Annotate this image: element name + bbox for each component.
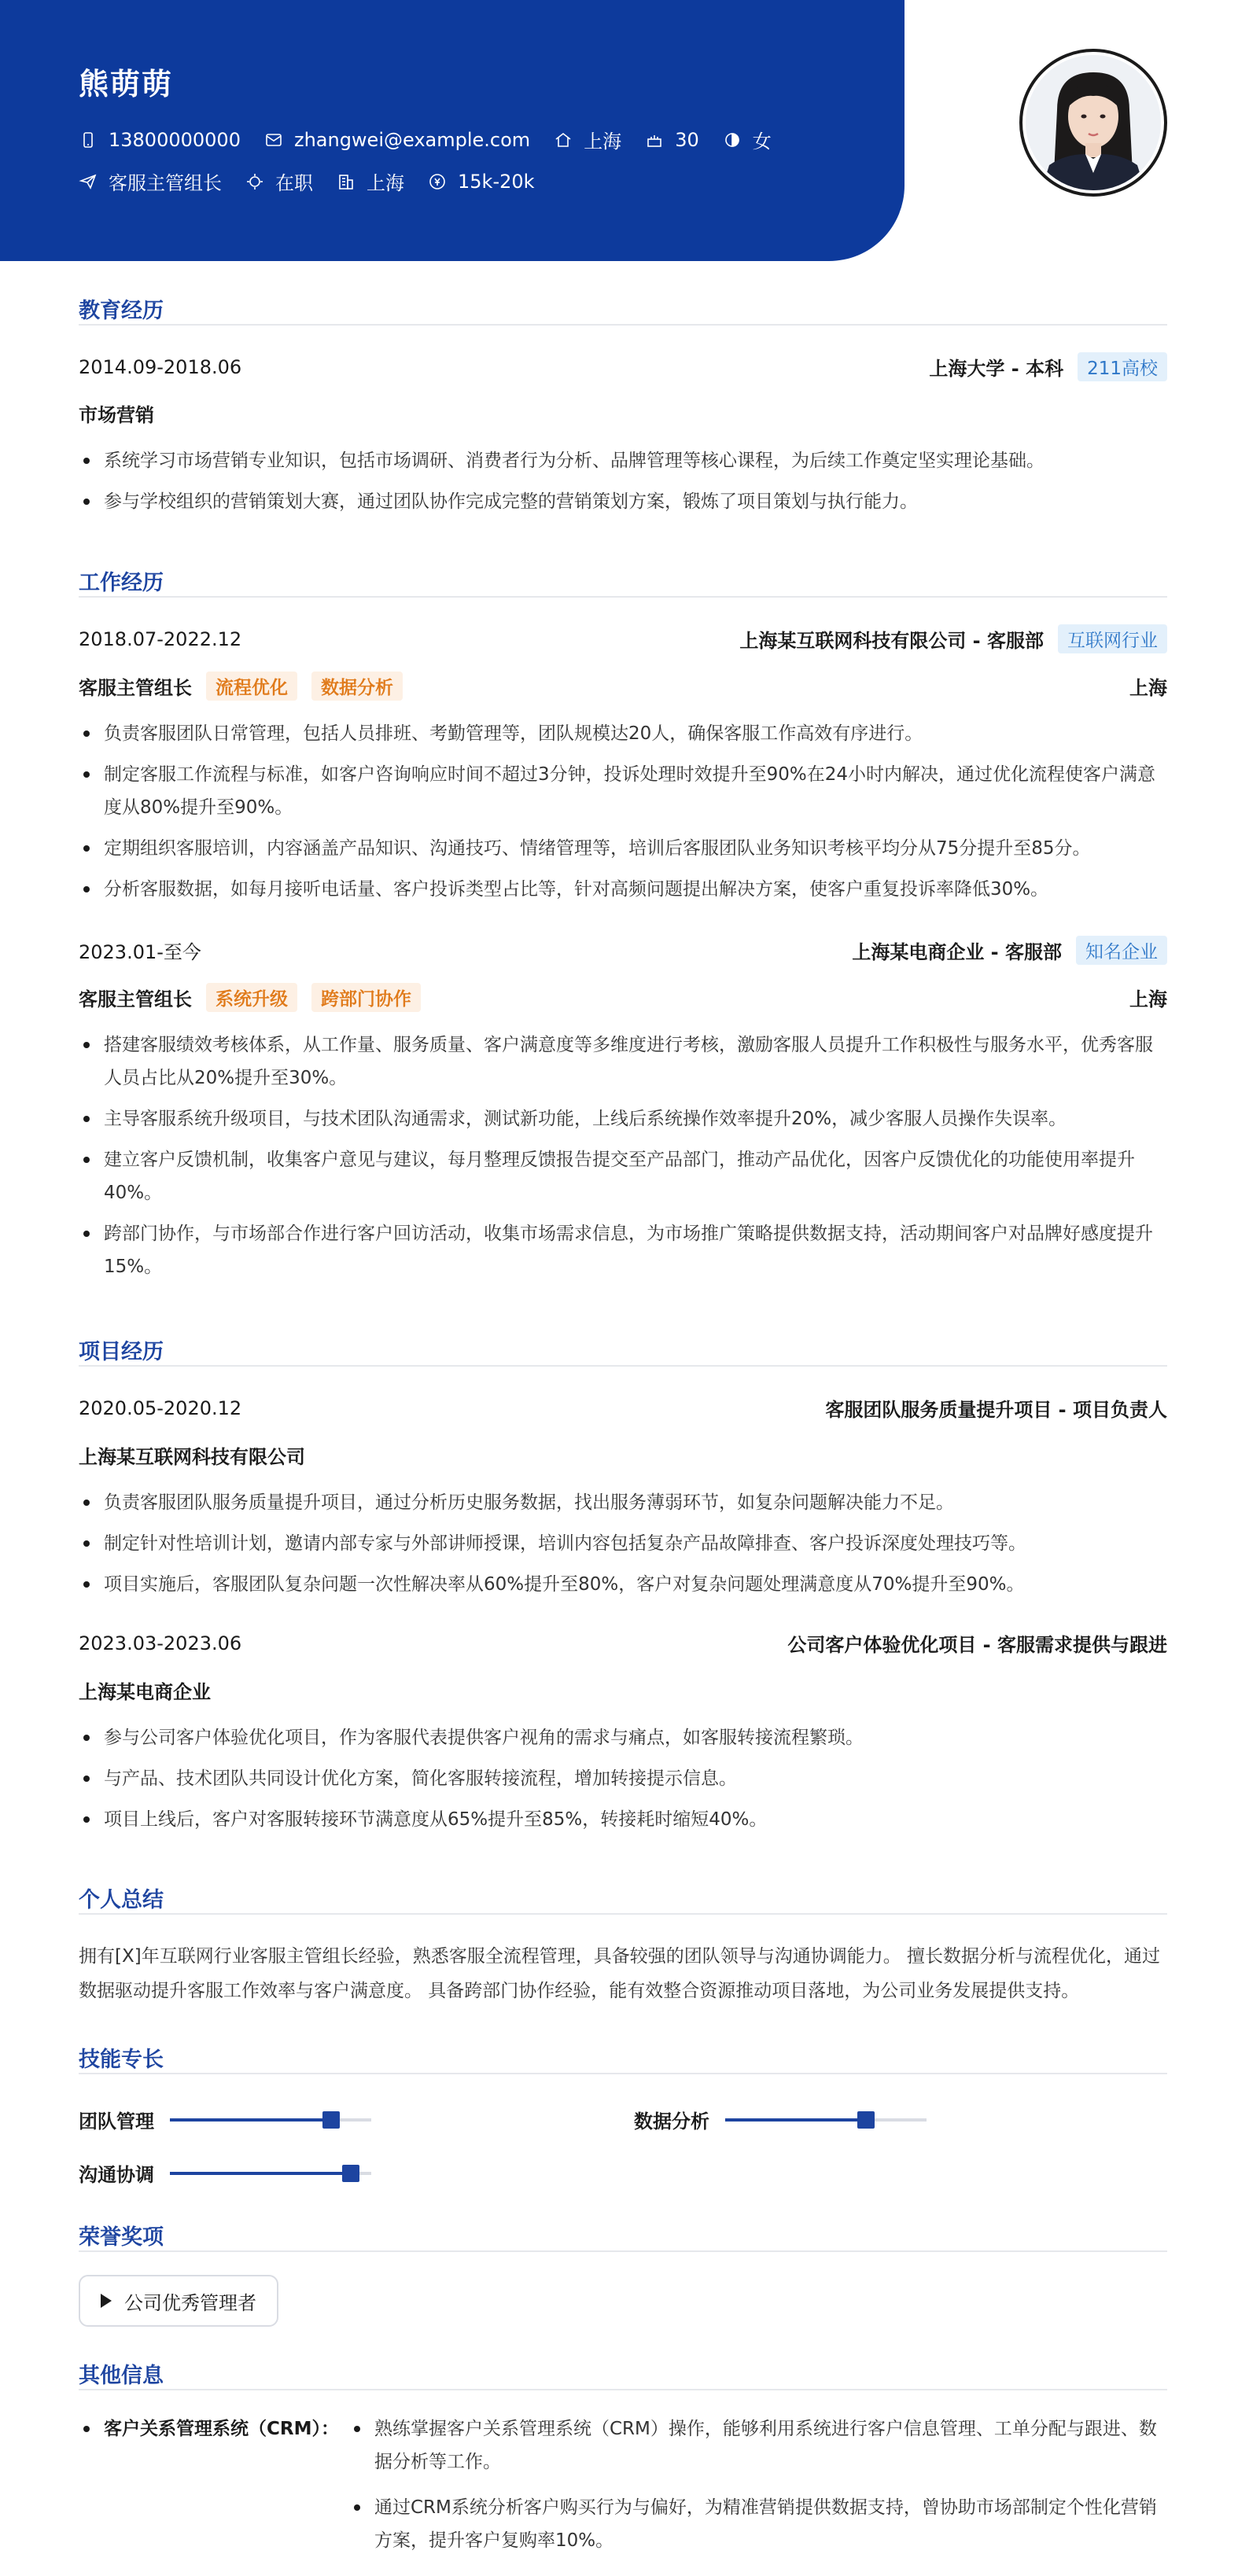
skill-item	[79, 2106, 371, 2133]
list-item: 项目实施后，客服团队复杂问题一次性解决率从60%提升至80%，客户对复杂问题处理满意度从70%提升至90%。	[79, 1568, 1167, 1601]
list-item: 参与学校组织的营销策划大赛，通过团队协作完成完整的营销策划方案，锻炼了项目策划与执行能力。	[79, 485, 1167, 518]
job1-role-row	[79, 672, 1167, 701]
position-item	[79, 167, 222, 195]
summary-title: 个人总结	[79, 1888, 164, 1912]
list-item: 建立客户反馈机制，收集客户意见与建议，每月整理反馈报告提交至产品部门，推动产品优化，因客户反馈优化的功能使用率提升40%。	[79, 1143, 1167, 1209]
education-major: 市场营销	[79, 404, 154, 426]
job1-location: 上海	[1129, 677, 1167, 699]
other-divider	[79, 2389, 1167, 2390]
email-item	[264, 129, 530, 151]
phone-text: 13800000000	[109, 128, 241, 151]
projects-divider	[79, 1365, 1167, 1367]
skill-bar-fill	[170, 2172, 351, 2175]
other-label: 客户关系管理系统（CRM）：	[79, 2412, 339, 2445]
list-item: 制定针对性培训计划，邀请内部专家与外部讲师授课，培训内容包括复杂产品故障排查、客户投诉深度处理技巧等。	[79, 1527, 1167, 1560]
job1-role: 客服主管组长	[79, 677, 192, 699]
send-icon	[79, 172, 98, 191]
job1-skill-tag: 流程优化	[206, 672, 297, 701]
job2-skill-tag: 跨部门协作	[311, 983, 421, 1012]
avatar	[1019, 49, 1167, 197]
avatar-photo	[1026, 55, 1161, 190]
job1-date: 2018.07-2022.12	[79, 627, 242, 650]
phone-item	[79, 129, 241, 151]
other-bullets	[351, 2412, 1167, 2570]
portrait-icon	[1026, 55, 1161, 190]
building-icon	[337, 172, 356, 191]
list-item: 搭建客服绩效考核体系，从工作量、服务质量、客户满意度等多维度进行考核，激励客服人员提升工作积极性与服务水平，优秀客服人员占比从20%提升至30%。	[79, 1029, 1167, 1095]
project2-date: 2023.03-2023.06	[79, 1632, 242, 1654]
skill-label: 团队管理	[79, 2110, 154, 2133]
job2-skill-tag: 系统升级	[206, 983, 297, 1012]
skill-bar	[170, 2118, 371, 2122]
project1-name: 客服团队服务质量提升项目 - 项目负责人	[825, 1399, 1167, 1421]
age-item	[645, 129, 699, 151]
education-title: 教育经历	[79, 299, 164, 323]
job2-role-row	[79, 983, 1167, 1012]
summary-text: 拥有[X]年互联网行业客服主管组长经验，熟悉客服全流程管理，具备较强的团队领导与沟通协调能力。 擅长数据分析与流程优化，通过数据驱动提升客服工作效率与客户满意度。 具备跨部门协作经验，能有效整合资源推动项目落地，为公司业务发展提供支持。	[79, 1946, 1161, 2001]
work-city-item	[337, 167, 404, 195]
gender-item	[723, 126, 772, 153]
work-city-text: 上海	[367, 172, 404, 194]
job2-tag: 知名企业	[1076, 936, 1167, 965]
education-header-row	[79, 352, 1167, 381]
project2-company-row	[79, 1676, 1167, 1704]
salary-item	[428, 171, 535, 193]
skill-bar-knob	[322, 2111, 340, 2129]
job1-company: 上海某互联网科技有限公司 - 客服部	[739, 630, 1044, 652]
list-item: 分析客服数据，如每月接听电话量、客户投诉类型占比等，针对高频问题提出解决方案，使客户重复投诉率降低30%。	[79, 873, 1167, 906]
city-text: 上海	[584, 131, 622, 153]
skill-label: 数据分析	[634, 2110, 709, 2133]
education-divider	[79, 324, 1167, 326]
project1-date: 2020.05-2020.12	[79, 1397, 242, 1419]
home-icon	[554, 131, 573, 149]
honors-title: 荣誉奖项	[79, 2225, 164, 2250]
skill-bar	[170, 2172, 371, 2175]
skill-item	[634, 2106, 927, 2133]
honors-divider	[79, 2250, 1167, 2252]
projects-title: 项目经历	[79, 1340, 164, 1364]
job2-location: 上海	[1129, 988, 1167, 1010]
list-item: 系统学习市场营销专业知识，包括市场调研、消费者行为分析、品牌管理等核心课程，为后续工作奠定坚实理论基础。	[79, 444, 1167, 477]
job2-bullets	[79, 1029, 1167, 1291]
job1-tag: 互联网行业	[1058, 624, 1167, 653]
education-major-row	[79, 399, 1167, 427]
skill-bar	[725, 2118, 927, 2122]
skills-divider	[79, 2073, 1167, 2074]
project1-company: 上海某互联网科技有限公司	[79, 1446, 305, 1468]
job-row	[79, 167, 558, 195]
position-text: 客服主管组长	[109, 172, 222, 194]
list-item: 主导客服系统升级项目，与技术团队沟通需求，测试新功能，上线后系统操作效率提升20%，减少客服人员操作失误率。	[79, 1102, 1167, 1135]
list-item: 参与公司客户体验优化项目，作为客服代表提供客户视角的需求与痛点，如客服转接流程繁琐。	[79, 1721, 1167, 1754]
triangle-icon	[101, 2294, 112, 2308]
salary-text: 15k-20k	[458, 170, 535, 193]
email-text: zhangwei@example.com	[293, 128, 531, 151]
skill-bar-knob	[857, 2111, 875, 2129]
project1-company-row	[79, 1441, 1167, 1469]
work-title: 工作经历	[79, 571, 164, 595]
skill-item	[79, 2159, 371, 2187]
education-date: 2014.09-2018.06	[79, 355, 242, 378]
job1-header-row	[79, 624, 1167, 653]
list-item: 负责客服团队服务质量提升项目，通过分析历史服务数据，找出服务薄弱环节，如复杂问题解决能力不足。	[79, 1486, 1167, 1519]
list-item: 项目上线后，客户对客服转接环节满意度从65%提升至85%，转接耗时缩短40%。	[79, 1803, 1167, 1836]
award-item	[79, 2275, 278, 2327]
summary-divider	[79, 1913, 1167, 1915]
job2-date: 2023.01-至今	[79, 941, 201, 963]
list-item: 定期组织客服培训，内容涵盖产品知识、沟通技巧、情绪管理等，培训后客服团队业务知识考核平均分从75分提升至85分。	[79, 832, 1167, 865]
list-item: 通过CRM系统分析客户购买行为与偏好，为精准营销提供数据支持，曾协助市场部制定个性化营销方案，提升客户复购率10%。	[351, 2491, 1167, 2557]
project2-header-row	[79, 1629, 1167, 1657]
status-item	[245, 167, 313, 195]
candidate-name: 熊萌萌	[79, 67, 174, 101]
money-icon	[428, 172, 447, 191]
job1-skill-tag: 数据分析	[311, 672, 403, 701]
job2-role: 客服主管组长	[79, 988, 192, 1010]
other-title: 其他信息	[79, 2364, 164, 2388]
project2-bullets	[79, 1721, 1167, 1844]
age-text: 30	[675, 128, 699, 151]
city-item	[554, 126, 621, 153]
education-tag: 211高校	[1078, 352, 1167, 381]
education-school: 上海大学 - 本科	[929, 358, 1064, 380]
contact-row	[79, 126, 795, 153]
list-item: 熟练掌握客户关系管理系统（CRM）操作，能够利用系统进行客户信息管理、工单分配与跟进、数据分析等工作。	[351, 2412, 1167, 2478]
phone-icon	[79, 131, 98, 149]
job2-company: 上海某电商企业 - 客服部	[852, 941, 1062, 963]
gender-icon	[723, 131, 742, 149]
education-bullets	[79, 444, 1167, 526]
skill-bar-fill	[170, 2118, 331, 2122]
cake-icon	[645, 131, 664, 149]
gender-text: 女	[752, 131, 772, 153]
skill-bar-knob	[342, 2165, 359, 2182]
mail-icon	[264, 131, 283, 149]
list-item: 制定客服工作流程与标准，如客户咨询响应时间不超过3分钟，投诉处理时效提升至90%在24小时内解决，通过优化流程使客户满意度从80%提升至90%。	[79, 758, 1167, 824]
job2-header-row	[79, 936, 1167, 965]
work-divider	[79, 596, 1167, 598]
list-item: 跨部门协作，与市场部合作进行客户回访活动，收集市场需求信息，为市场推广策略提供数据支持，活动期间客户对品牌好感度提升15%。	[79, 1217, 1167, 1283]
list-item: 与产品、技术团队共同设计优化方案，简化客服转接流程，增加转接提示信息。	[79, 1762, 1167, 1795]
project2-name: 公司客户体验优化项目 - 客服需求提供与跟进	[787, 1634, 1167, 1656]
project1-header-row	[79, 1394, 1167, 1422]
project1-bullets	[79, 1486, 1167, 1609]
skill-bar-fill	[725, 2118, 866, 2122]
status-icon	[245, 172, 264, 191]
project2-company: 上海某电商企业	[79, 1681, 211, 1703]
award-label: 公司优秀管理者	[124, 2291, 256, 2314]
skill-label: 沟通协调	[79, 2164, 154, 2186]
job1-bullets	[79, 717, 1167, 914]
skills-title: 技能专长	[79, 2048, 164, 2072]
status-text: 在职	[275, 172, 313, 194]
list-item: 负责客服团队日常管理，包括人员排班、考勤管理等，团队规模达20人，确保客服工作高效有序进行。	[79, 717, 1167, 750]
